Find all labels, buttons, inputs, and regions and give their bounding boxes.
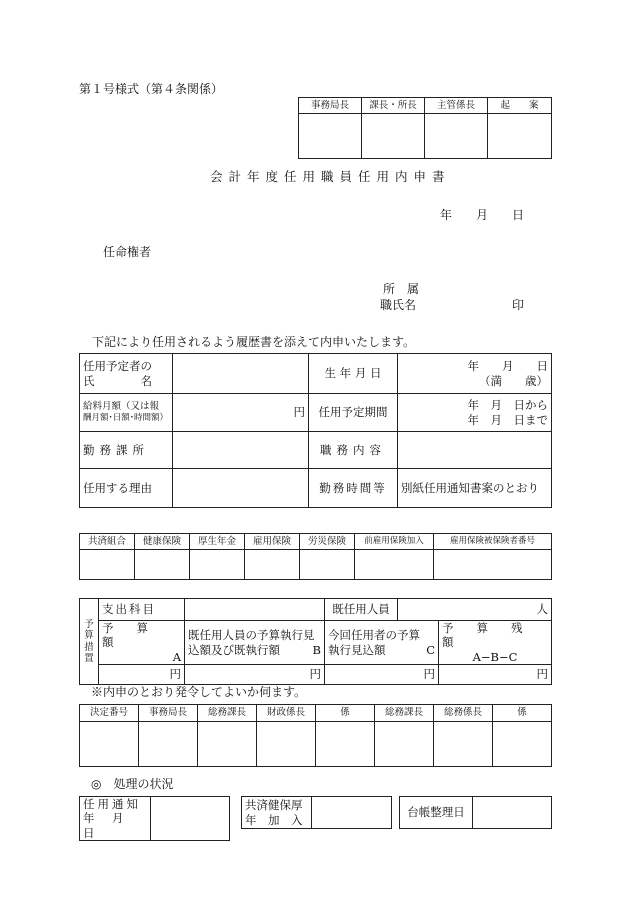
approval-header: 決定番号: [80, 705, 139, 722]
approval-stamp-cell[interactable]: [139, 722, 198, 767]
affiliation-label: 所 属: [383, 282, 420, 296]
budget-amount-field[interactable]: 円: [99, 665, 185, 685]
form-number: 第１号様式（第４条関係）: [79, 82, 224, 96]
approval-stamp-table-bottom: [79, 704, 552, 767]
insurance-cell[interactable]: [80, 550, 135, 580]
budget-side-label: 予 算 措 置: [80, 599, 99, 685]
reason-field[interactable]: [173, 469, 309, 508]
date-line: 年 月 日: [440, 208, 525, 222]
this-exec-field[interactable]: 円: [325, 665, 439, 685]
approval-note: ※内申のとおり発令してよいか伺ます。: [91, 685, 307, 699]
duties-field[interactable]: [398, 432, 552, 469]
insurance-header: 健康保険: [135, 534, 190, 550]
notice-date-label: 任用通知 年 月 日: [80, 797, 151, 841]
insurance-header: 雇用保険: [245, 534, 300, 550]
this-exec-label: 今回任用者の予算 執行見込額 C: [325, 621, 439, 665]
insurance-header: 労災保険: [300, 534, 355, 550]
mutual-aid-field[interactable]: [312, 797, 392, 829]
mutual-aid-label: 共済健保厚 年 加 入: [242, 797, 312, 829]
approval-stamp-cell[interactable]: [257, 722, 316, 767]
approval-header: 係: [493, 705, 552, 722]
duties-label: 職務内容: [309, 432, 398, 469]
approval-header: 財政係長: [257, 705, 316, 722]
birthdate-field[interactable]: 年 月 日 （満 歳）: [398, 354, 552, 394]
insurance-header: 厚生年金: [190, 534, 245, 550]
processing-status-label: ◎ 処理の状況: [91, 777, 174, 791]
existing-exec-field[interactable]: 円: [185, 665, 325, 685]
document-title: 会計年度任用職員任用内申書: [210, 169, 451, 184]
ledger-field[interactable]: [473, 797, 552, 829]
approval-stamp-cell[interactable]: [493, 722, 552, 767]
existing-exec-label: 既任用人員の予算執行見 込額及び既執行額 B: [185, 621, 325, 665]
seal-mark: 印: [512, 298, 525, 312]
name-label: 職氏名: [380, 298, 417, 312]
approval-stamp-cell[interactable]: [198, 722, 257, 767]
salary-field[interactable]: 円: [173, 394, 309, 432]
approval-header: 起 案: [488, 98, 552, 114]
insurance-header: 共済組合: [80, 534, 135, 550]
ledger-label: 台帳整理日: [400, 797, 473, 829]
insurance-cell[interactable]: [434, 550, 552, 580]
insurance-cell[interactable]: [190, 550, 245, 580]
reason-label: 任用する理由: [80, 469, 173, 508]
hours-value: 別紙任用通知書案のとおり: [398, 469, 552, 508]
expense-label: 支出科目: [99, 599, 185, 621]
appointer-label: 任命権者: [103, 245, 152, 259]
approval-header: 総務係長: [434, 705, 493, 722]
period-label: 任用予定期間: [309, 394, 398, 432]
approval-header: 課長・所長: [362, 98, 425, 114]
remaining-field[interactable]: 円: [439, 665, 552, 685]
approval-stamp-cell[interactable]: [80, 722, 139, 767]
ledger-box: [399, 796, 552, 829]
current-staff-label: 既任用人員: [325, 599, 398, 621]
remaining-label: 予 算 残 額 A−B−C: [439, 621, 552, 665]
current-staff-field[interactable]: 人: [398, 599, 552, 621]
period-field[interactable]: 年 月 日から 年 月 日まで: [398, 394, 552, 432]
approval-header: 事務局長: [139, 705, 198, 722]
insurance-table: [79, 533, 552, 580]
expense-field[interactable]: [185, 599, 325, 621]
approval-stamp-cell[interactable]: [434, 722, 493, 767]
mutual-aid-box: [241, 796, 392, 829]
insurance-cell[interactable]: [135, 550, 190, 580]
approval-header: 係: [316, 705, 375, 722]
candidate-info-table: [79, 353, 552, 508]
approval-stamp-cell[interactable]: [362, 114, 425, 159]
budget-amount-label: 予 算 額 A: [99, 621, 185, 665]
insurance-cell[interactable]: [300, 550, 355, 580]
approval-stamp-cell[interactable]: [299, 114, 362, 159]
notice-date-field[interactable]: [151, 797, 230, 841]
department-field[interactable]: [173, 432, 309, 469]
insurance-header: 雇用保険被保険者番号: [434, 534, 552, 550]
candidate-name-field[interactable]: [173, 354, 309, 394]
salary-label: 給料月額（又は報 酬月額･日額･時間額）: [80, 394, 173, 432]
insurance-cell[interactable]: [355, 550, 434, 580]
notice-date-box: [79, 796, 230, 841]
approval-header: 総務課長: [375, 705, 434, 722]
intro-text: 下記により任用されるよう履歴書を添えて内申いたします。: [92, 335, 416, 349]
budget-table: [79, 598, 552, 685]
approval-stamp-cell[interactable]: [316, 722, 375, 767]
approval-stamp-cell[interactable]: [375, 722, 434, 767]
approval-header: 総務課長: [198, 705, 257, 722]
birthdate-label: 生 年 月 日: [309, 354, 398, 394]
approval-header: 主管係長: [425, 98, 488, 114]
approval-header: 事務局長: [299, 98, 362, 114]
candidate-name-label: 任用予定者の 氏 名: [80, 354, 173, 394]
approval-stamp-table-top: [298, 97, 552, 159]
hours-label: 勤務時間等: [309, 469, 398, 508]
insurance-cell[interactable]: [245, 550, 300, 580]
department-label: 勤務課所: [80, 432, 173, 469]
approval-stamp-cell[interactable]: [488, 114, 552, 159]
approval-stamp-cell[interactable]: [425, 114, 488, 159]
insurance-header: 前雇用保険加入: [355, 534, 434, 550]
